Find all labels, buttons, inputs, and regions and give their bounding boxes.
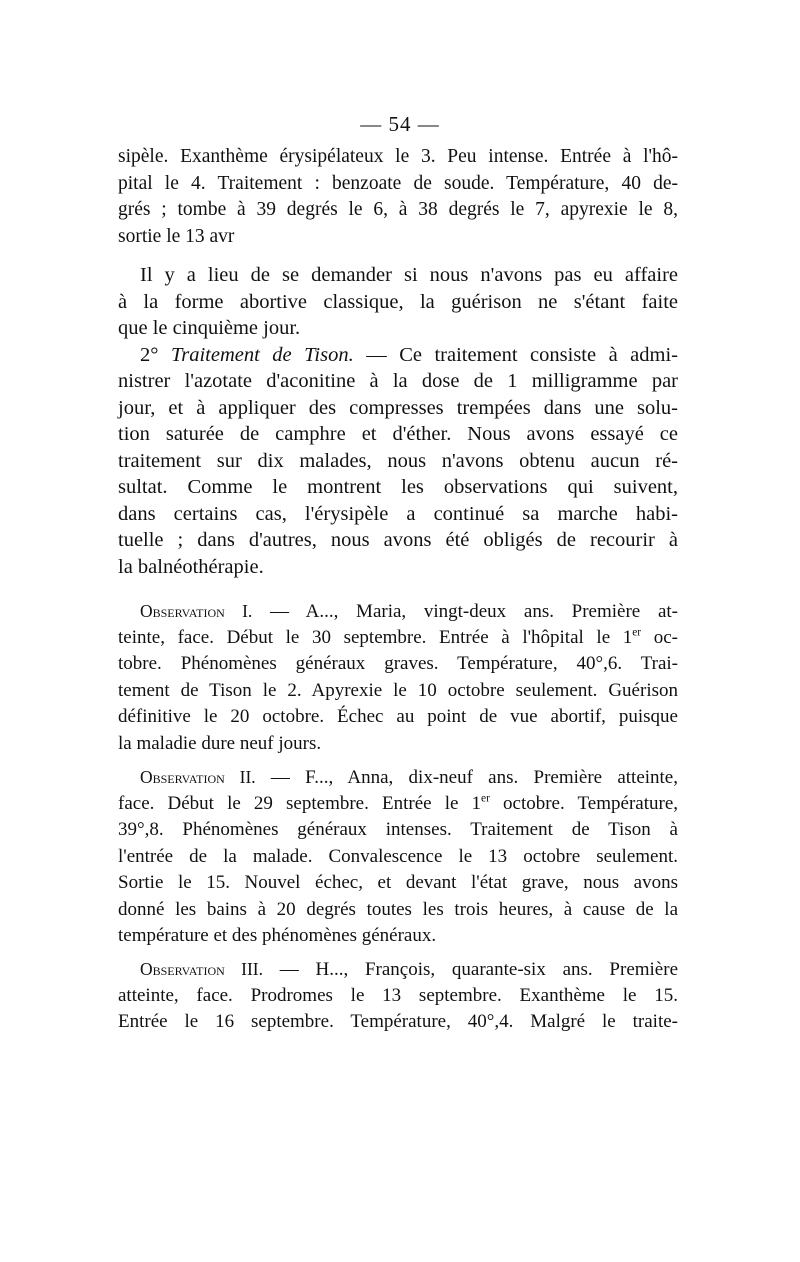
text-line: sipèle. Exanthème érysipélateux le 3. Peu intense. Entrée à l'hô- <box>118 146 678 167</box>
text-line: dans certains cas, l'érysipèle a continué sa marche habi- <box>118 502 678 525</box>
text-line: tobre. Phénomènes généraux graves. Température, 40°,6. Trai- <box>118 653 678 674</box>
section-heading-line <box>118 342 678 369</box>
observation-label: Observation II. <box>140 767 256 787</box>
text-line: donné les bains à 20 degrés toutes les trois heures, à cause de la <box>118 898 678 920</box>
text-line: la maladie dure neuf jours. <box>118 732 322 754</box>
text-line: tion saturée de camphre et d'éther. Nous avons essayé ce <box>118 423 678 445</box>
text-line: traitement sur dix malades, nous n'avons obtenu aucun ré- <box>118 449 678 472</box>
text-line: atteinte, face. Prodromes le 13 septembre. Exanthème le 15. <box>118 984 678 1006</box>
text-line <box>118 791 678 818</box>
text-line: l'entrée de la malade. Convalescence le 13 octobre seulement. <box>118 845 678 867</box>
text-line: grés ; tombe à 39 degrés le 6, à 38 degrés le 7, apyrexie le 8, <box>118 199 678 220</box>
superscript: er <box>481 792 490 805</box>
text-line: que le cinquième jour. <box>118 317 301 339</box>
text-line: Entrée le 16 septembre. Température, 40°,4. Malgré le traite- <box>118 1011 678 1032</box>
text-line: la balnéothérapie. <box>118 555 264 578</box>
observation-heading-line <box>118 956 678 983</box>
text-line: pital le 4. Traitement : benzoate de soude. Température, 40 de- <box>118 172 678 194</box>
text-line: tuelle ; dans d'autres, nous avons été obligés de recourir à <box>118 529 678 551</box>
text-line <box>118 625 678 652</box>
page-number: — 54 — <box>360 112 440 136</box>
superscript: er <box>632 626 642 639</box>
text-fragment: face. Début le 29 septembre. Entrée le 1 <box>118 792 482 814</box>
text-line: sultat. Comme le montrent les observations qui suivent, <box>118 476 678 498</box>
observation-heading-line <box>118 764 678 791</box>
text-line: Il y a lieu de se demander si nous n'avons pas eu affaire <box>140 264 678 286</box>
text-line: définitive le 20 octobre. Échec au point de vue abortif, puisque <box>118 706 678 727</box>
section-number: 2° <box>140 343 171 366</box>
intro-paragraph <box>118 144 678 250</box>
observation-heading-line <box>118 598 678 625</box>
text-fragment: — Ce traitement consiste à admi- <box>353 343 678 366</box>
text-fragment: — H..., François, quarante-six ans. Première <box>262 959 679 980</box>
discussion-section <box>118 262 678 580</box>
text-fragment: teinte, face. Début le 30 septembre. Entrée à l'hôpital le 1 <box>118 626 633 648</box>
text-line: température et des phénomènes généraux. <box>118 925 437 946</box>
text-line: tement de Tison le 2. Apyrexie le 10 octobre seulement. Guérison <box>118 679 678 701</box>
observation-3 <box>118 956 678 1036</box>
section-heading: Traitement de Tison. <box>170 343 354 366</box>
text-line: Sortie le 15. Nouvel échec, et devant l'état grave, nous avons <box>118 872 678 893</box>
text-line: sortie le 13 avr <box>118 225 235 247</box>
text-fragment: — F..., Anna, dix-neuf ans. Première atteinte, <box>255 767 678 788</box>
text-line: nistrer l'azotate d'aconitine à la dose de 1 milligramme par <box>118 370 678 392</box>
observation-label: Observation III. <box>140 959 263 979</box>
text-fragment: octobre. Température, <box>489 792 678 814</box>
observation-2 <box>118 764 678 950</box>
text-line: jour, et à appliquer des compresses trempées dans une solu- <box>118 396 678 419</box>
text-line: 39°,8. Phénomènes généraux intenses. Traitement de Tison à <box>118 819 678 840</box>
observation-label: Observation I. <box>140 601 253 621</box>
text-fragment: oc- <box>641 626 678 648</box>
text-fragment: — A..., Maria, vingt-deux ans. Première at- <box>252 601 678 622</box>
text-line: à la forme abortive classique, la guérison ne s'étant faite <box>118 290 678 313</box>
observation-1 <box>118 598 678 757</box>
